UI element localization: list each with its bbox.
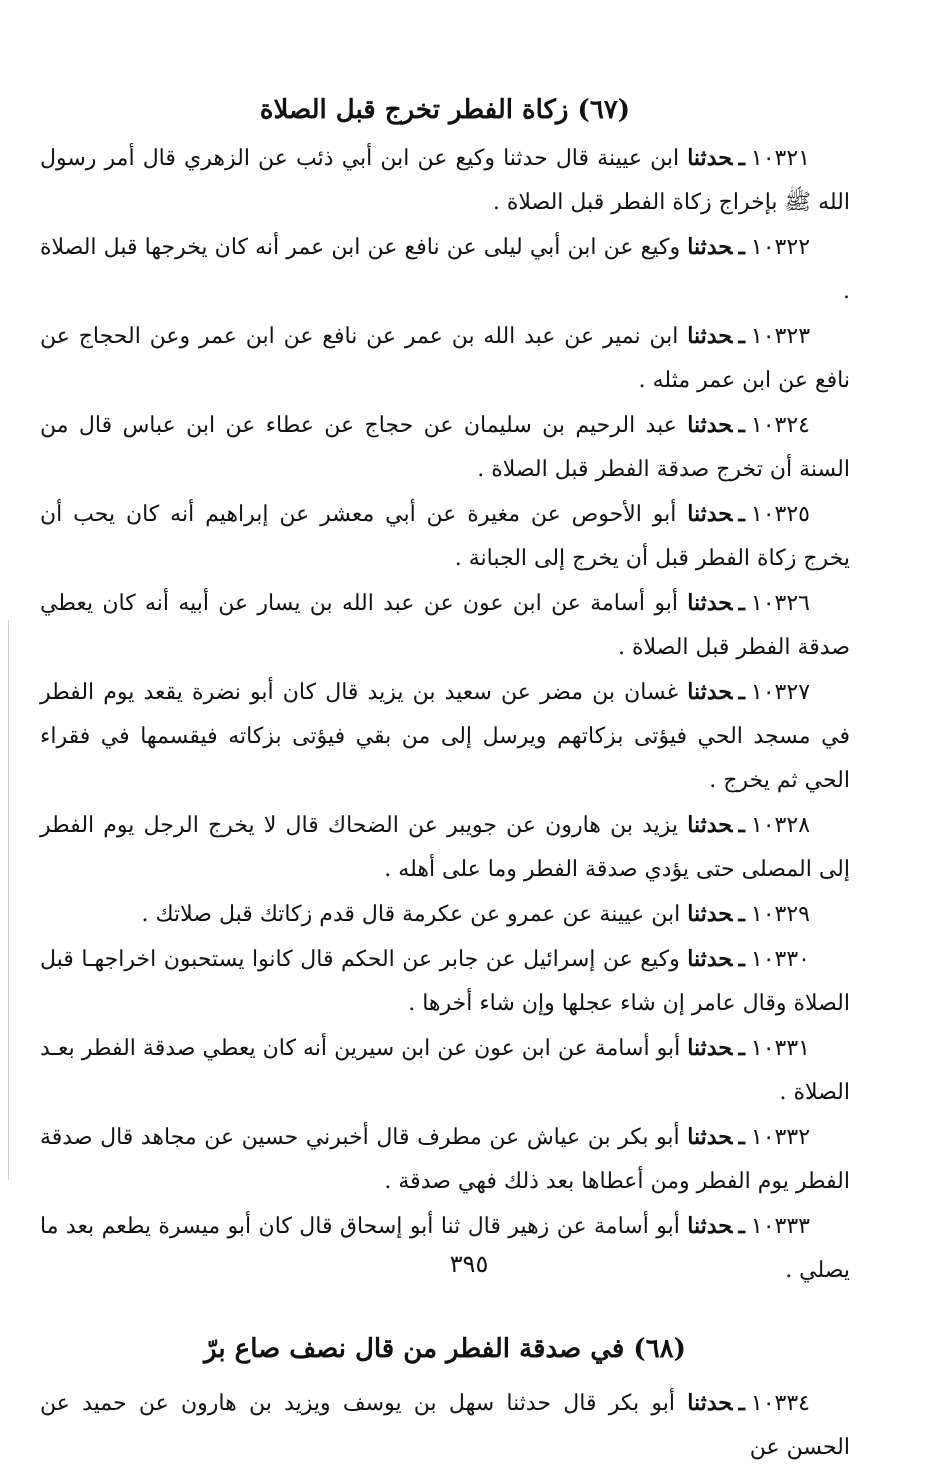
hadith-lead: حدثنا (687, 323, 733, 349)
hadith-number: ١٠٣٢٢ (750, 235, 811, 260)
hadith-number: ١٠٣٣٣ (750, 1214, 810, 1239)
section-title-68: (٦٨) في صدقة الفطر من قال نصف صاع برّ (204, 1334, 686, 1364)
hadith-10333 (40, 1204, 850, 1293)
hadith-lead: حدثنا (687, 1124, 733, 1150)
hadith-10323 (40, 314, 850, 403)
page-number: ٣٩٥ (449, 1250, 489, 1278)
hadith-number: ١٠٣٢٥ (750, 502, 810, 527)
hadith-dash: ـ (738, 145, 745, 171)
section-title-67: (٦٧) زكاة الفطر تخرج قبل الصلاة (259, 95, 631, 125)
hadith-text: أبو أسامة عن زهير قال ثنا أبو إسحاق قال كان أبو ميسرة يطعم بعد ما يصلي . (40, 1214, 850, 1283)
hadith-text: أبو الأحوص عن مغيرة عن أبي معشر عن إبراهيم أنه كان يحب أن يخرج زكاة الفطر قبل أن يخرج إلى الجبانة . (40, 502, 850, 571)
hadith-dash: ـ (738, 1390, 745, 1416)
hadith-lead: حدثنا (687, 412, 733, 438)
hadith-text: يزيد بن هارون عن جويبر عن الضحاك قال لا يخرج الرجل يوم الفطر إلى المصلى حتى يؤدي صدقة الفطر وما على أهله . (40, 813, 850, 882)
hadith-lead: حدثنا (687, 234, 733, 260)
hadith-lead: حدثنا (687, 1213, 733, 1239)
hadith-dash: ـ (738, 323, 745, 349)
hadith-dash: ـ (738, 501, 745, 527)
hadith-number: ١٠٣٢٧ (750, 680, 811, 705)
hadith-text: ابن عيينة عن عمرو عن عكرمة قال قدم زكاتك قبل صلاتك . (141, 902, 681, 927)
hadith-lead: حدثنا (687, 501, 733, 527)
hadith-number: ١٠٣٢٣ (750, 324, 811, 349)
hadith-text: أبو بكر قال حدثنا سهل بن يوسف ويزيد بن هارون عن حميد عن الحسن عن (40, 1391, 850, 1460)
hadith-number: ١٠٣٢٤ (750, 413, 810, 438)
hadith-text: أبو أسامة عن ابن عون عن عبد الله بن يسار عن أبيه أنه كان يعطي صدقة الفطر قبل الصلاة . (40, 591, 850, 660)
hadith-text: عبد الرحيم بن سليمان عن حجاج عن عطاء عن ابن عباس قال من السنة أن تخرج صدقة الفطر قبل الصلاة . (40, 413, 850, 482)
hadith-dash: ـ (738, 946, 745, 972)
hadith-number: ١٠٣٣١ (750, 1036, 810, 1061)
hadith-number: ١٠٣٢١ (750, 146, 810, 171)
hadith-lead: حدثنا (687, 1035, 733, 1061)
hadith-10321 (40, 136, 850, 225)
hadith-dash: ـ (738, 1035, 745, 1061)
hadith-10326 (40, 581, 850, 670)
hadith-text: ابن عيينة قال حدثنا وكيع عن ابن أبي ذئب عن الزهري قال أمر رسول الله ﷺ بإخراج زكاة الفطر قبل الصلاة . (40, 146, 850, 215)
hadith-dash: ـ (738, 1213, 745, 1239)
hadith-lead: حدثنا (687, 590, 733, 616)
hadith-number: ١٠٣٣٤ (750, 1391, 810, 1416)
hadith-10324 (40, 403, 850, 492)
hadith-10322 (40, 225, 850, 314)
hadith-lead: حدثنا (687, 812, 733, 838)
hadith-text: غسان بن مضر عن سعيد بن يزيد قال كان أبو نضرة يقعد يوم الفطر في مسجد الحي فيؤتى بزكاتهم ويرسل إلى من بقي فيؤتى بزكاته فيقسمها في فقراء الحي ثم يخرج . (40, 680, 850, 793)
hadith-10330 (40, 937, 850, 1026)
hadith-lead: حدثنا (687, 946, 733, 972)
hadith-10332 (40, 1115, 850, 1204)
hadith-number: ١٠٣٢٦ (750, 591, 810, 616)
page-edge-line (8, 620, 9, 1180)
hadith-dash: ـ (738, 901, 745, 927)
hadith-10334 (40, 1381, 850, 1470)
hadith-number: ١٠٣٢٩ (750, 902, 810, 927)
hadith-10328 (40, 803, 850, 892)
hadith-10327 (40, 670, 850, 803)
hadith-number: ١٠٣٣٠ (750, 947, 810, 972)
hadith-10325 (40, 492, 850, 581)
hadith-dash: ـ (738, 234, 745, 260)
hadith-text: ابن نمير عن عبد الله بن عمر عن نافع عن ابن عمر وعن الحجاج عن نافع عن ابن عمر مثله . (40, 324, 850, 393)
hadith-dash: ـ (738, 412, 745, 438)
hadith-text: أبو أسامة عن ابن عون عن ابن سيرين أنه كان يعطي صدقة الفطر بعـد الصلاة . (40, 1036, 850, 1105)
hadith-number: ١٠٣٢٨ (750, 813, 811, 838)
hadith-lead: حدثنا (687, 145, 733, 171)
hadith-10331 (40, 1026, 850, 1115)
hadith-dash: ـ (738, 679, 745, 705)
hadith-text: وكيع عن إسرائيل عن جابر عن الحكم قال كانوا يستحبون اخراجهـا قبل الصلاة وقال عامر إن شاء عجلها وإن شاء أخرها . (40, 947, 850, 1016)
hadith-lead: حدثنا (687, 679, 733, 705)
hadith-text: أبو بكر بن عياش عن مطرف قال أخبرني حسين عن مجاهد قال صدقة الفطر يوم الفطر ومن أعطاها بعد ذلك فهي صدقة . (40, 1125, 850, 1194)
hadith-dash: ـ (738, 812, 745, 838)
hadith-dash: ـ (738, 1124, 745, 1150)
hadith-text: وكيع عن ابن أبي ليلى عن نافع عن ابن عمر أنه كان يخرجها قبل الصلاة . (40, 235, 850, 304)
hadith-10329 (40, 892, 850, 937)
hadith-dash: ـ (738, 590, 745, 616)
hadith-number: ١٠٣٣٢ (750, 1125, 811, 1150)
hadith-lead: حدثنا (687, 1390, 733, 1416)
hadith-lead: حدثنا (687, 901, 733, 927)
